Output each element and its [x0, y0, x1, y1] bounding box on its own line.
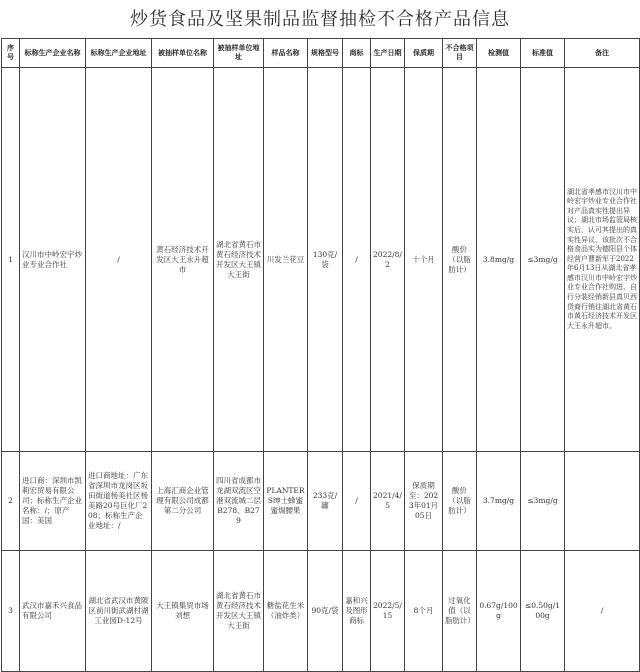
shelf-life-cell: 保质期至：2023年01月05日	[405, 452, 443, 551]
standard-value-cell: ≤3mg/g	[521, 68, 565, 452]
header-cell: 标准值	[521, 39, 565, 68]
inspection-table	[1, 38, 640, 672]
header-cell: 样品名称	[264, 39, 308, 68]
producer-address-cell: /	[86, 68, 152, 452]
header-cell: 生产日期	[371, 39, 405, 68]
seq-cell: 1	[2, 68, 20, 452]
producer-cell: 进口商：深圳市凯莉宏贸易有限公司；标称生产企业名称：/；原产国：美国	[20, 452, 86, 551]
table-row	[2, 68, 640, 452]
header-cell: 标称生产企业地址	[86, 39, 152, 68]
production-date-cell: 2022/5/15	[371, 551, 405, 672]
seq-cell: 2	[2, 452, 20, 551]
product-cell: 糖盐花生米（油炸类）	[264, 551, 308, 672]
table-row	[2, 551, 640, 672]
product-cell: 川发兰花豆	[264, 68, 308, 452]
failed-item-cell: 过氧化值（以脂肪计）	[443, 551, 477, 672]
sampled-unit-cell: 大王镇集贸市场刘想	[152, 551, 214, 672]
failed-item-cell: 酸价（以脂肪计）	[443, 452, 477, 551]
measured-value-cell: 0.67g/100g	[477, 551, 521, 672]
brand-cell: /	[343, 452, 371, 551]
standard-value-cell: ≤3mg/g	[521, 452, 565, 551]
note-cell: 湖北省孝感市汉川市中岭宏宇炒业专业合作社对产品真实性提出异议；湖北市场监管局核实后，认可其提出的真实性异议，该批次不合格食品实为德阳县个体经营户曹新军于2022年6月13日从湖北省孝感市汉川市中岭宏宇炒业专业合作社购进，自行分装经销新县真贝西货商行销往湖北省黄石市黄石经济技术开发区大王永升超市。	[565, 68, 640, 452]
spec-cell: 90克/袋	[308, 551, 343, 672]
product-cell: PLANTERS绅士蜂蜜蜜焗腰果	[264, 452, 308, 551]
spec-cell: 130克/袋	[308, 68, 343, 452]
brand-cell: 嘉和兴及图形商标	[343, 551, 371, 672]
shelf-life-cell: 十个月	[405, 68, 443, 452]
note-cell: /	[565, 551, 640, 672]
production-date-cell: 2022/8/2	[371, 68, 405, 452]
header-cell: 不合格项目	[443, 39, 477, 68]
header-cell: 备注	[565, 39, 640, 68]
producer-address-cell: 湖北省武汉市黄陂区前川街武湖村湖工业园D-12号	[86, 551, 152, 672]
sampled-unit-cell: 上海汇商企业管理有限公司成都第二分公司	[152, 452, 214, 551]
measured-value-cell: 3.8mg/g	[477, 68, 521, 452]
header-cell: 标称生产企业名称	[20, 39, 86, 68]
brand-cell: /	[343, 68, 371, 452]
header-cell: 规格型号	[308, 39, 343, 68]
header-cell: 检测值	[477, 39, 521, 68]
sampled-address-cell: 四川省成都市龙湖双流区空港双流城二层B278、B279	[214, 452, 264, 551]
header-cell: 序号	[2, 39, 20, 68]
header-cell: 被抽样单位名称	[152, 39, 214, 68]
production-date-cell: 2021/4/5	[371, 452, 405, 551]
header-cell: 商标	[343, 39, 371, 68]
header-row	[2, 39, 640, 68]
producer-address-cell: 进口商地址：广东省深圳市龙岗区坂田街道杨美社区杨美路20号巨化厂208；标称生产企业地址：/	[86, 452, 152, 551]
sampled-unit-cell: 黄石经济技术开发区大王永升超市	[152, 68, 214, 452]
spec-cell: 233克/罐	[308, 452, 343, 551]
failed-item-cell: 酸价（以脂肪计）	[443, 68, 477, 452]
header-cell: 保质期	[405, 39, 443, 68]
sampled-address-cell: 湖北省黄石市黄石经济技术开发区大王镇大王街	[214, 68, 264, 452]
header-cell: 被抽样单位地址	[214, 39, 264, 68]
table-row	[2, 452, 640, 551]
producer-cell: 汉川市中岭宏宇炒业专业合作社	[20, 68, 86, 452]
producer-cell: 武汉市嘉禾兴食品有限公司	[20, 551, 86, 672]
measured-value-cell: 3.7mg/g	[477, 452, 521, 551]
page-title: 炒货食品及坚果制品监督抽检不合格产品信息	[130, 9, 510, 30]
seq-cell: 3	[2, 551, 20, 672]
standard-value-cell: ≤0.50g/100g	[521, 551, 565, 672]
shelf-life-cell: 8个月	[405, 551, 443, 672]
note-cell	[565, 452, 640, 551]
sampled-address-cell: 湖北省黄石市黄石经济技术开发区大王镇大王街	[214, 551, 264, 672]
